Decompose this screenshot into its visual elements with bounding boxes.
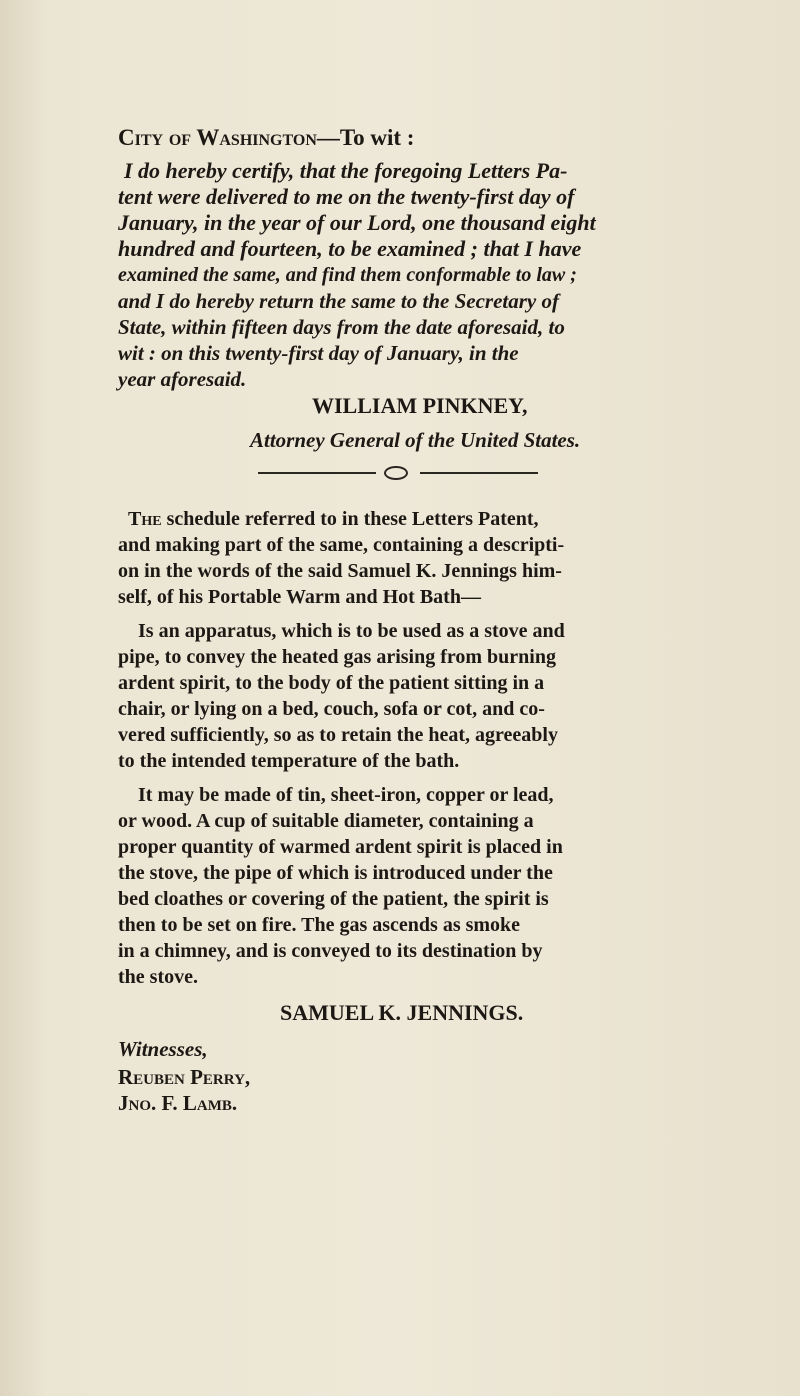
witnesses-label: Witnesses,: [118, 1037, 208, 1061]
paragraph-line: the stove.: [118, 966, 198, 988]
schedule-intro-smallcaps: The: [128, 508, 162, 530]
paragraph-line: bed cloathes or covering of the patient, the spirit is: [118, 888, 549, 910]
heading-to-wit: —To wit :: [316, 125, 415, 150]
certificate-line: State, within fifteen days from the date aforesaid, to: [118, 315, 565, 339]
schedule-intro-line: on in the words of the said Samuel K. Jennings him-: [118, 560, 562, 582]
heading-city: City of Washington: [118, 125, 317, 150]
schedule-intro-line: self, of his Portable Warm and Hot Bath—: [118, 586, 481, 608]
paragraph-line: Is an apparatus, which is to be used as a stove and: [138, 620, 565, 642]
paragraph-line: the stove, the pipe of which is introduced under the: [118, 862, 553, 884]
witness-name: Jno. F. Lamb.: [118, 1091, 238, 1115]
paragraph-line: vered sufficiently, so as to retain the heat, agreeably: [118, 724, 558, 746]
certificate-line: examined the same, and find them conformable to law ;: [118, 264, 577, 286]
paragraph-line: proper quantity of warmed ardent spirit is placed in: [118, 836, 563, 858]
inventor-signature: SAMUEL K. JENNINGS.: [280, 1000, 524, 1025]
paragraph-line: to the intended temperature of the bath.: [118, 750, 460, 772]
paragraph-line: in a chimney, and is conveyed to its destination by: [118, 940, 543, 962]
certificate-line: and I do hereby return the same to the Secretary of: [118, 289, 559, 313]
paragraph-line: then to be set on fire. The gas ascends as smoke: [118, 914, 521, 936]
certificate-line: year aforesaid.: [118, 367, 247, 391]
heading: [118, 124, 414, 152]
certificate-line: tent were delivered to me on the twenty-first day of: [118, 184, 575, 209]
certificate-line: hundred and fourteen, to be examined ; that I have: [118, 236, 582, 261]
schedule-intro-line: and making part of the same, containing a descripti-: [118, 534, 565, 556]
certificate-line: I do hereby certify, that the foregoing Letters Pa-: [124, 158, 568, 183]
paragraph-line: It may be made of tin, sheet-iron, copper or lead,: [138, 784, 554, 806]
certificate-line: January, in the year of our Lord, one thousand eight: [118, 210, 596, 235]
paragraph-line: pipe, to convey the heated gas arising from burning: [118, 646, 556, 668]
schedule-intro-text: schedule referred to in these Letters Patent,: [161, 508, 539, 530]
certificate-line: wit : on this twenty-first day of January, in the: [118, 341, 519, 365]
schedule-intro-line: [128, 506, 539, 532]
paragraph-line: chair, or lying on a bed, couch, sofa or cot, and co-: [118, 698, 545, 720]
paragraph-line: ardent spirit, to the body of the patient sitting in a: [118, 672, 545, 694]
witness-name: Reuben Perry,: [118, 1065, 251, 1089]
paragraph-line: or wood. A cup of suitable diameter, containing a: [118, 810, 534, 832]
ornamental-rule-icon: [258, 466, 538, 480]
signatory-name: WILLIAM PINKNEY,: [312, 393, 528, 418]
signatory-office: Attorney General of the United States.: [250, 428, 581, 452]
